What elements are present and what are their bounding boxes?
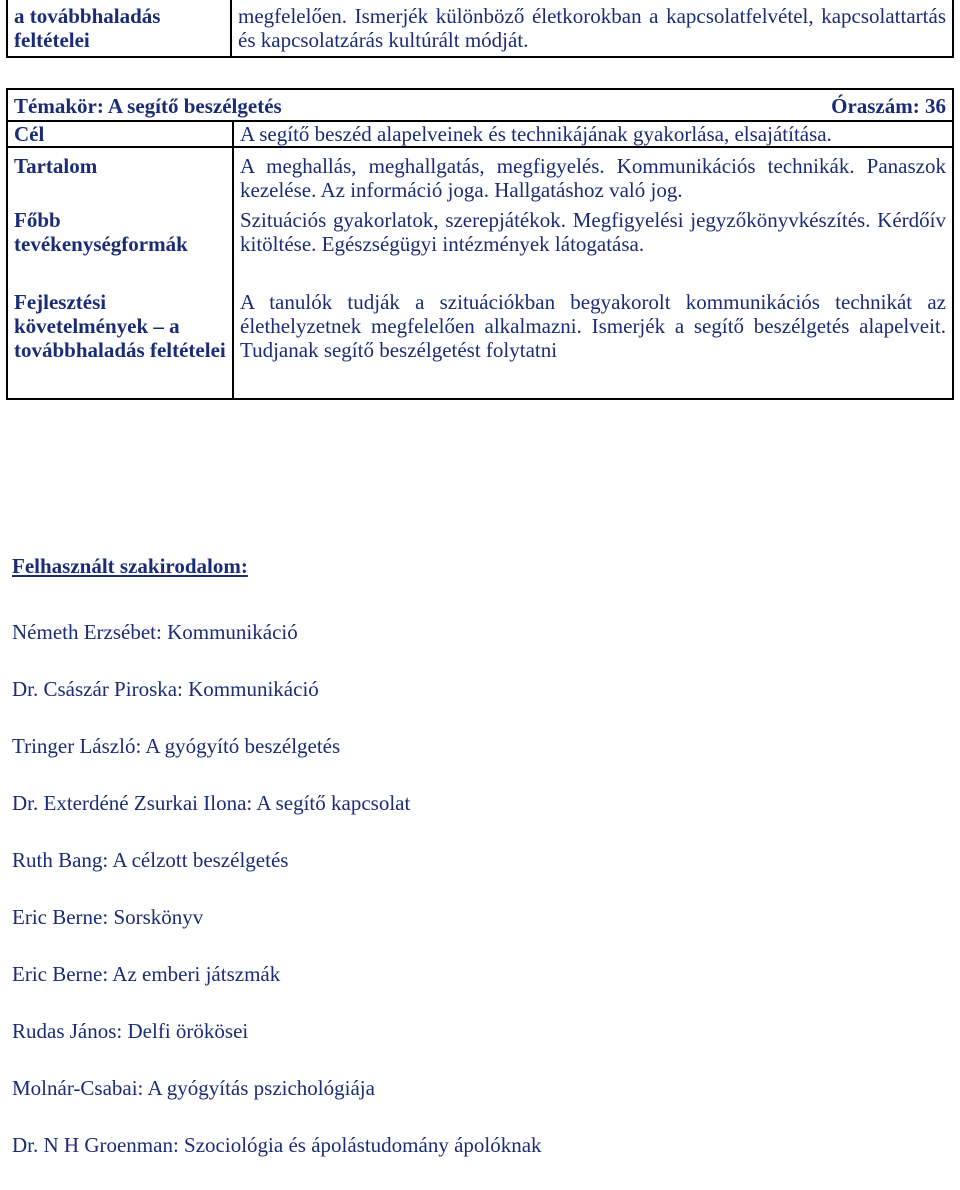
reference-item: Rudas János: Delfi örökösei: [12, 1019, 249, 1043]
content-text: A meghallás, meghallgatás, megfigyelés. Kommunikációs technikák. Panaszok kezelése. Az információ joga. Hallgatáshoz való jog.: [240, 154, 946, 202]
topic-title: Témakör: A segítő beszélgetés: [14, 94, 282, 118]
references-title: Felhasznált szakirodalom:: [12, 554, 248, 578]
goal-text-cell: [233, 121, 953, 147]
requirements-text: A tanulók tudják a szituációkban begyakorolt kommunikációs technikát az élethelyzetnek megfelelően alkalmazni. Ismerjék a segítő beszélgetés alapelveit. Tudjanak segítő beszélgetést folytatni: [240, 290, 946, 362]
activities-label: Főbb tevékenységformák: [14, 208, 188, 256]
continuation-table: [6, 0, 954, 58]
references-section: [12, 554, 542, 1190]
content-labels-cell: [7, 147, 233, 399]
reference-item: Dr. Exterdéné Zsurkai Ilona: A segítő kapcsolat: [12, 791, 411, 815]
goal-label: Cél: [14, 122, 45, 146]
reference-item: Eric Berne: Sorskönyv: [12, 905, 204, 929]
content-texts-cell: [233, 147, 953, 399]
continuation-text-cell: [231, 0, 953, 57]
topic-table: [6, 88, 954, 400]
topic-hours: Óraszám: 36: [831, 94, 946, 118]
goal-label-cell: [7, 121, 233, 147]
continuation-text: megfelelően. Ismerjék különböző életkorokban a kapcsolatfelvétel, kapcsolattartás és kapcsolatzárás kultúrált módját.: [238, 4, 946, 52]
topic-header-cell: [7, 89, 953, 121]
reference-item: Eric Berne: Az emberi játszmák: [12, 962, 281, 986]
reference-item: Ruth Bang: A célzott beszélgetés: [12, 848, 289, 872]
reference-item: Dr. N H Groenman: Szociológia és ápolástudomány ápolóknak: [12, 1133, 542, 1157]
activities-text: Szituációs gyakorlatok, szerepjátékok. Megfigyelési jegyzőkönyvkészítés. Kérdőív kitöltése. Egészségügyi intézmények látogatása.: [240, 208, 946, 256]
reference-item: Dr. Császár Piroska: Kommunikáció: [12, 677, 319, 701]
goal-text: A segítő beszéd alapelveinek és technikájának gyakorlása, elsajátítása.: [240, 122, 832, 146]
continuation-label-cell: [7, 0, 231, 57]
continuation-label: a továbbhaladás feltételei: [14, 4, 161, 52]
content-label: Tartalom: [14, 154, 98, 178]
reference-item: Molnár-Csabai: A gyógyítás pszichológiája: [12, 1076, 375, 1100]
reference-item: Németh Erzsébet: Kommunikáció: [12, 620, 298, 644]
reference-item: Tringer László: A gyógyító beszélgetés: [12, 734, 341, 758]
requirements-label: Fejlesztési követelmények – a továbbhaladás feltételei: [14, 290, 226, 362]
